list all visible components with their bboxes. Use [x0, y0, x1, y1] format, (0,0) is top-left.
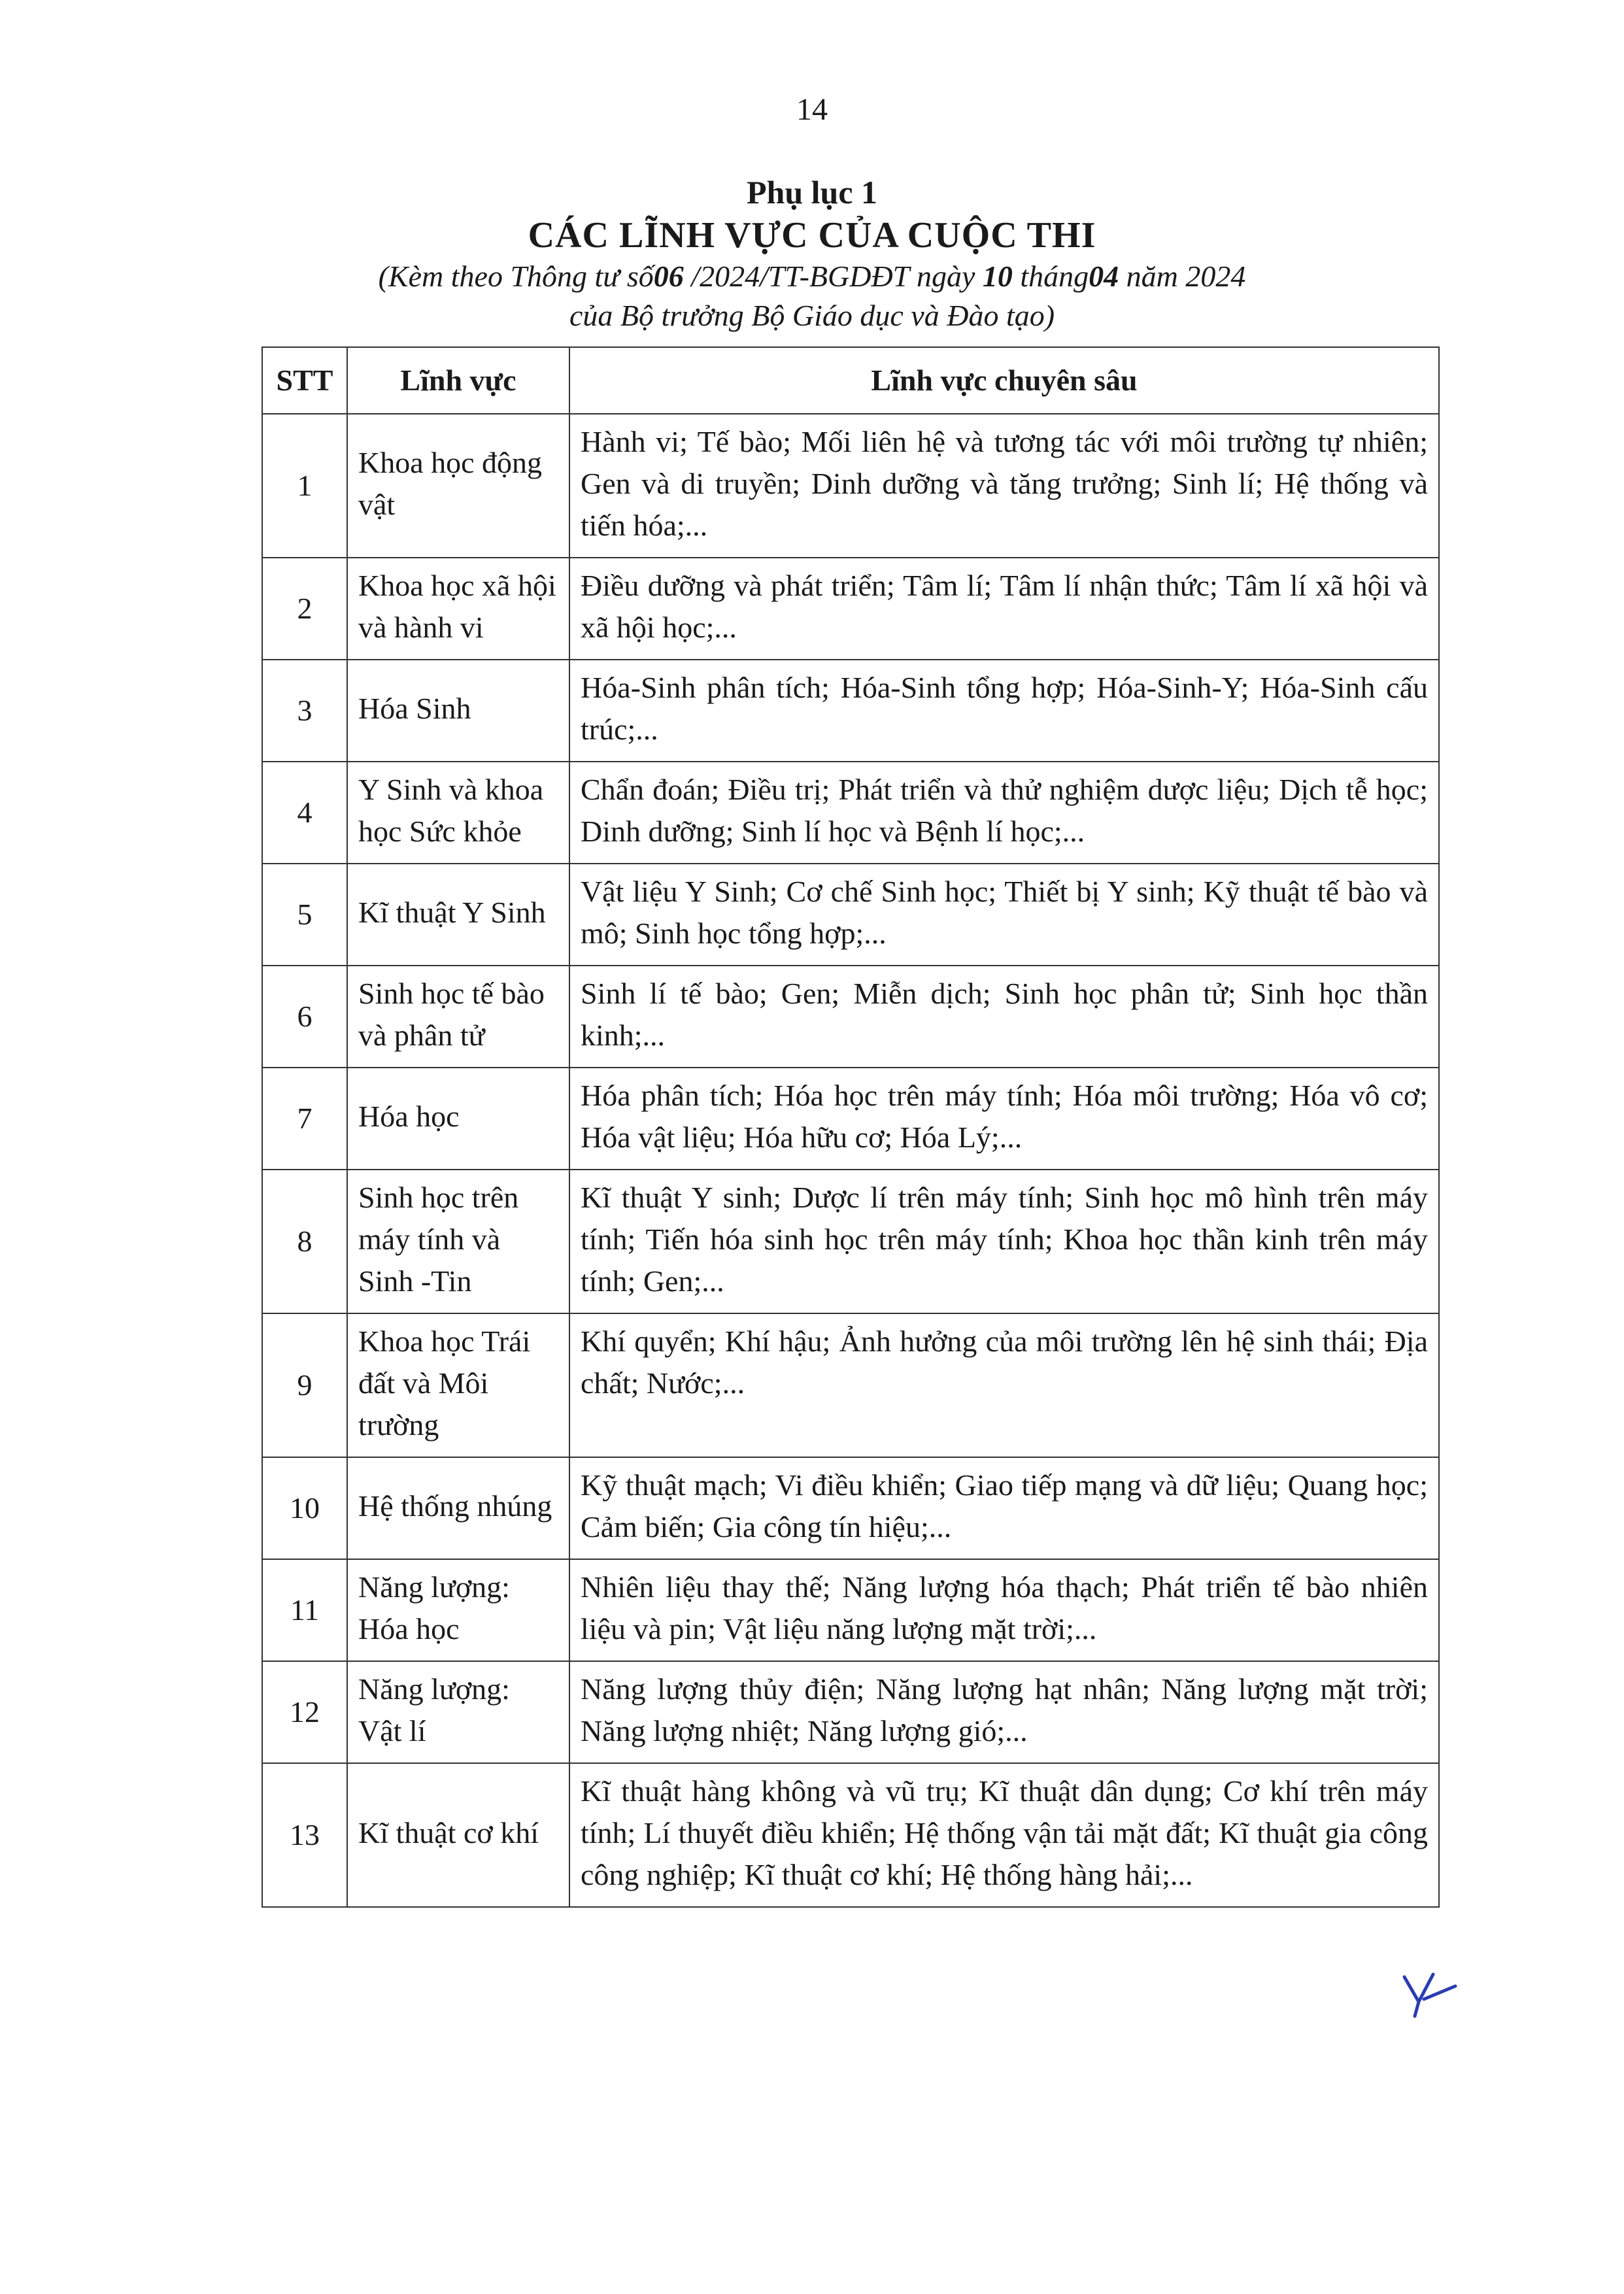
- row-stt: 10: [262, 1457, 347, 1559]
- row-field: Hóa Sinh: [347, 660, 569, 762]
- row-field: Sinh học trên máy tính và Sinh -Tin: [347, 1170, 569, 1313]
- document-title: CÁC LĨNH VỰC CỦA CUỘC THI: [528, 215, 1096, 256]
- row-detail: Điều dưỡng và phát triển; Tâm lí; Tâm lí nhận thức; Tâm lí xã hội và xã hội học;...: [569, 558, 1439, 660]
- table-row: [262, 1559, 1439, 1661]
- row-field: Hệ thống nhúng: [347, 1457, 569, 1559]
- row-field: Kĩ thuật cơ khí: [347, 1763, 569, 1907]
- row-stt: 11: [262, 1559, 347, 1661]
- row-stt: 6: [262, 966, 347, 1068]
- row-stt: 2: [262, 558, 347, 660]
- table-row: [262, 1313, 1439, 1457]
- row-detail: Khí quyển; Khí hậu; Ảnh hưởng của môi trường lên hệ sinh thái; Địa chất; Nước;...: [569, 1313, 1439, 1457]
- row-field: Sinh học tế bào và phân tử: [347, 966, 569, 1068]
- row-field: Hóa học: [347, 1068, 569, 1170]
- row-detail: Kỹ thuật mạch; Vi điều khiển; Giao tiếp mạng và dữ liệu; Quang học; Cảm biến; Gia công tín hiệu;...: [569, 1457, 1439, 1559]
- year-label: năm 2024: [1119, 260, 1246, 293]
- row-stt: 8: [262, 1170, 347, 1313]
- table-row: [262, 1457, 1439, 1559]
- table-row: [262, 414, 1439, 558]
- issuer-line: của Bộ trưởng Bộ Giáo dục và Đào tạo): [569, 299, 1055, 332]
- circular-day: 10: [982, 260, 1013, 293]
- circular-month: 04: [1089, 260, 1119, 293]
- fields-table: [262, 346, 1440, 1908]
- circular-code: /2024/TT-BGDĐT ngày: [683, 260, 983, 293]
- row-field: Khoa học xã hội và hành vi: [347, 558, 569, 660]
- row-detail: Năng lượng thủy điện; Năng lượng hạt nhân; Năng lượng mặt trời; Năng lượng nhiệt; Năng lượng gió;...: [569, 1661, 1439, 1763]
- circular-number: 06: [653, 260, 684, 293]
- row-detail: Kĩ thuật Y sinh; Dược lí trên máy tính; Sinh học mô hình trên máy tính; Tiến hóa sinh học trên máy tính; Khoa học thần kinh trên máy tính; Gen;...: [569, 1170, 1439, 1313]
- row-detail: Kĩ thuật hàng không và vũ trụ; Kĩ thuật dân dụng; Cơ khí trên máy tính; Lí thuyết điều khiển; Hệ thống vận tải mặt đất; Kĩ thuật gia công công nghiệp; Kĩ thuật cơ khí; Hệ thống hàng hải;...: [569, 1763, 1439, 1907]
- table-row: [262, 1763, 1439, 1907]
- row-stt: 5: [262, 864, 347, 966]
- row-stt: 7: [262, 1068, 347, 1170]
- table-row: [262, 966, 1439, 1068]
- header-field: Lĩnh vực: [347, 347, 569, 414]
- table-row: [262, 1170, 1439, 1313]
- table-row: [262, 558, 1439, 660]
- appendix-title: Phụ lục 1: [746, 174, 878, 211]
- table-header-row: [262, 347, 1439, 414]
- row-field: Năng lượng: Vật lí: [347, 1661, 569, 1763]
- header-detail: Lĩnh vực chuyên sâu: [569, 347, 1439, 414]
- row-detail: Sinh lí tế bào; Gen; Miễn dịch; Sinh học phân tử; Sinh học thần kinh;...: [569, 966, 1439, 1068]
- row-field: Kĩ thuật Y Sinh: [347, 864, 569, 966]
- row-detail: Nhiên liệu thay thế; Năng lượng hóa thạch; Phát triển tế bào nhiên liệu và pin; Vật liệu năng lượng mặt trời;...: [569, 1559, 1439, 1661]
- header-stt: STT: [262, 347, 347, 414]
- row-detail: Chẩn đoán; Điều trị; Phát triển và thử nghiệm dược liệu; Dịch tễ học; Dinh dưỡng; Sinh lí học và Bệnh lí học;...: [569, 762, 1439, 864]
- row-detail: Vật liệu Y Sinh; Cơ chế Sinh học; Thiết bị Y sinh; Kỹ thuật tế bào và mô; Sinh học tổng hợp;...: [569, 864, 1439, 966]
- row-detail: Hóa-Sinh phân tích; Hóa-Sinh tổng hợp; Hóa-Sinh-Y; Hóa-Sinh cấu trúc;...: [569, 660, 1439, 762]
- row-stt: 1: [262, 414, 347, 558]
- table-row: [262, 660, 1439, 762]
- table-row: [262, 762, 1439, 864]
- circular-prefix: (Kèm theo Thông tư số: [378, 260, 654, 293]
- table-row: [262, 1661, 1439, 1763]
- row-field: Khoa học động vật: [347, 414, 569, 558]
- circular-reference: [0, 259, 1624, 294]
- row-field: Y Sinh và khoa học Sức khỏe: [347, 762, 569, 864]
- initial-signature-icon: [1399, 1968, 1458, 2020]
- row-stt: 3: [262, 660, 347, 762]
- page-number: 14: [796, 92, 828, 127]
- row-detail: Hành vi; Tế bào; Mối liên hệ và tương tác với môi trường tự nhiên; Gen và di truyền; Dinh dưỡng và tăng trưởng; Sinh lí; Hệ thống và tiến hóa;...: [569, 414, 1439, 558]
- row-stt: 9: [262, 1313, 347, 1457]
- row-stt: 4: [262, 762, 347, 864]
- month-label: tháng: [1012, 260, 1089, 293]
- table-row: [262, 864, 1439, 966]
- row-field: Khoa học Trái đất và Môi trường: [347, 1313, 569, 1457]
- row-stt: 12: [262, 1661, 347, 1763]
- row-detail: Hóa phân tích; Hóa học trên máy tính; Hóa môi trường; Hóa vô cơ; Hóa vật liệu; Hóa hữu cơ; Hóa Lý;...: [569, 1068, 1439, 1170]
- row-stt: 13: [262, 1763, 347, 1907]
- row-field: Năng lượng: Hóa học: [347, 1559, 569, 1661]
- table-row: [262, 1068, 1439, 1170]
